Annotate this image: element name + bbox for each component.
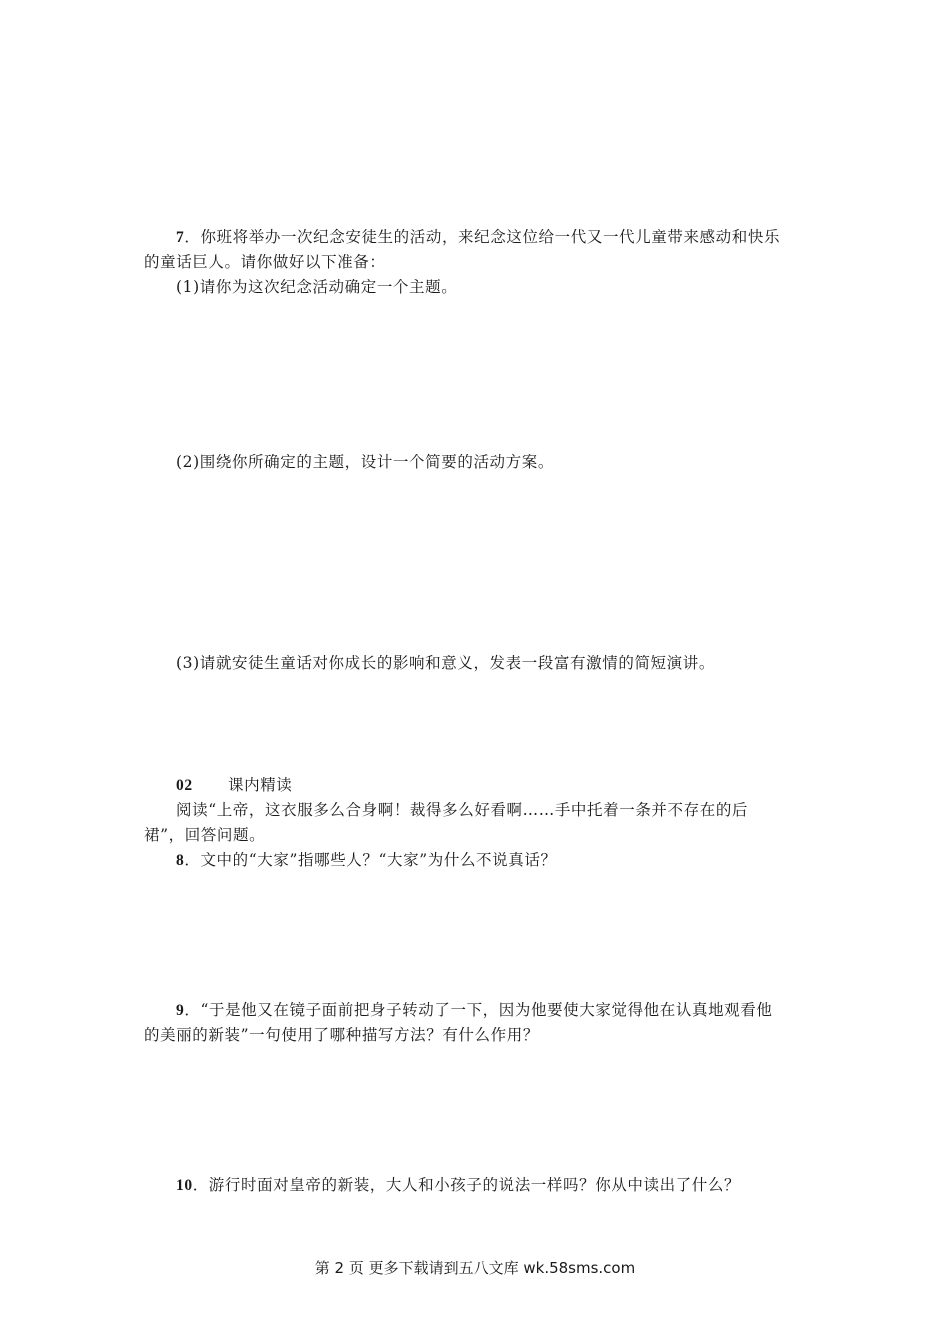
question-7-line-2: 的童话巨人。请你做好以下准备：	[144, 253, 386, 271]
question-7-sub-3: (3)请就安徒生童话对你成长的影响和意义，发表一段富有激情的简短演讲。	[176, 654, 715, 672]
question-10-text: ．游行时面对皇帝的新装，大人和小孩子的说法一样吗？你从中读出了什么？	[192, 1176, 741, 1194]
reading-intro-text-1: 阅读“上帝，这衣服多么合身啊！裁得多么好看啊……手中托着一条并不存在的后	[176, 801, 749, 819]
reading-intro-line-1	[176, 799, 748, 821]
question-10	[176, 1174, 740, 1197]
question-7-number: 7	[176, 229, 185, 246]
question-7-sub-2: (2)围绕你所确定的主题，设计一个简要的活动方案。	[176, 453, 554, 471]
question-9-text-1: ．“于是他又在镜子面前把身子转动了一下，因为他要使大家觉得他在认真地观看他	[184, 1001, 773, 1019]
question-10-number: 10	[176, 1177, 193, 1194]
section-number: 02	[176, 777, 193, 794]
question-8-number: 8	[176, 852, 185, 869]
question-8-text: ．文中的“大家”指哪些人？“大家”为什么不说真话？	[184, 851, 557, 869]
section-heading	[176, 774, 292, 797]
question-7-sub-1: (1)请你为这次纪念活动确定一个主题。	[176, 278, 458, 296]
question-9-line-2: 的美丽的新装”一句使用了哪种描写方法？有什么作用？	[144, 1026, 539, 1044]
question-9-line-1	[176, 999, 773, 1022]
question-9-number: 9	[176, 1002, 185, 1019]
question-8	[176, 849, 557, 872]
page-footer: 第 2 页 更多下载请到五八文库 wk.58sms.com	[314, 1259, 636, 1277]
reading-intro-line-2: 裙”，回答问题。	[144, 826, 266, 844]
question-7-text-1: ．你班将举办一次纪念安徒生的活动，来纪念这位给一代又一代儿童带来感动和快乐	[184, 228, 781, 246]
section-title: 课内精读	[228, 776, 293, 794]
question-7-line-1	[176, 226, 780, 249]
